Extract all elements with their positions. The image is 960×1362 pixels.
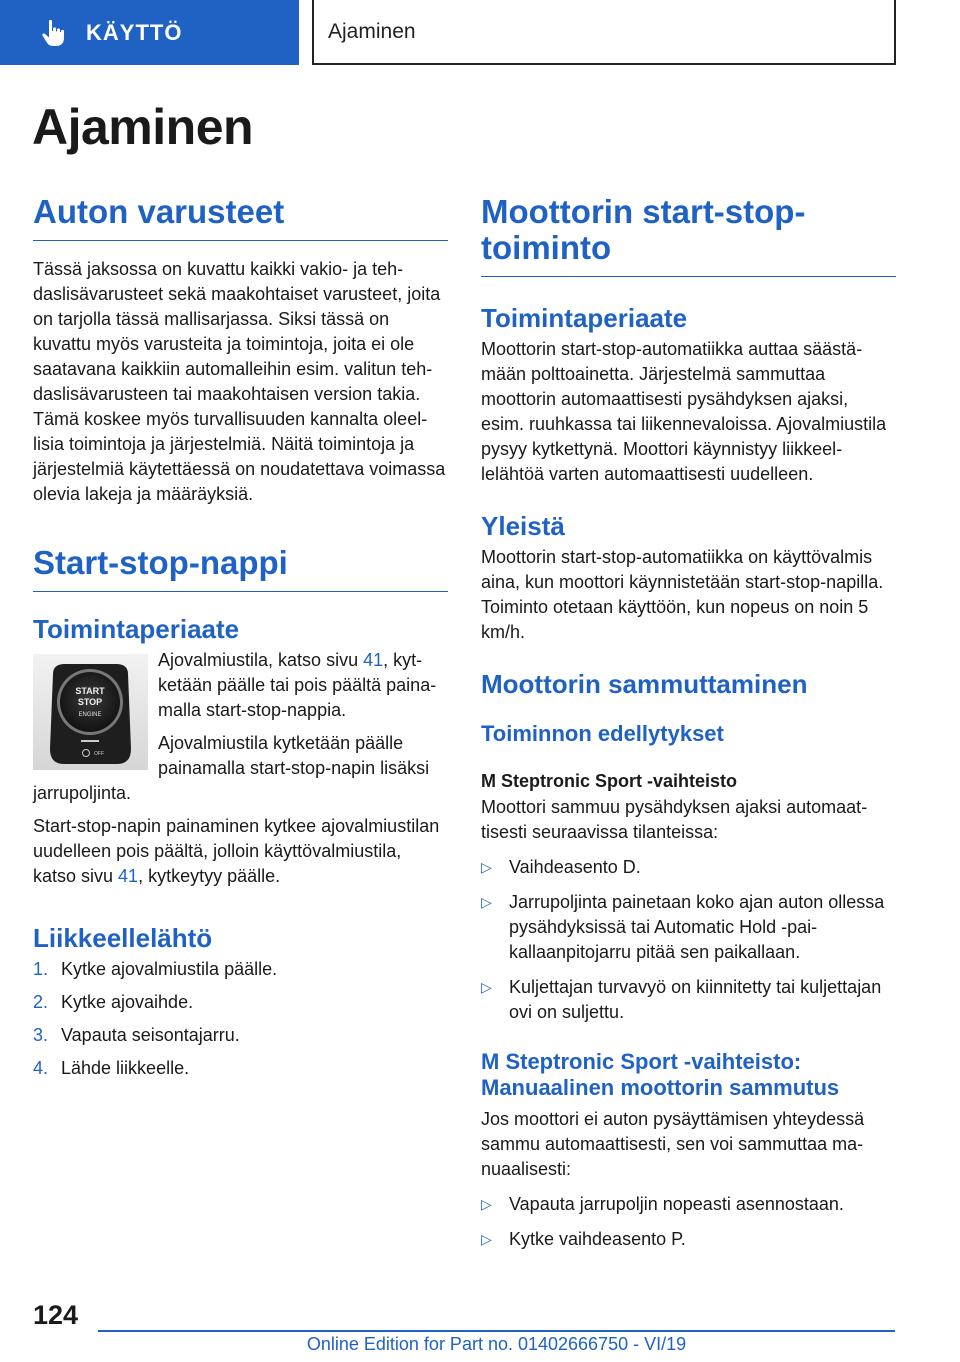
start-stop-button-image — [33, 654, 148, 770]
heading-shutoff: Moottorin sammuttaminen — [481, 669, 808, 699]
heading-start-driving: Liikkeellelähtö — [33, 923, 213, 953]
list-item: 3. Vapauta seisontajarru. — [33, 1025, 240, 1045]
paragraph-principle-1: Ajovalmiustila, katso sivu 41, kytketään päälle tai pois päältä painamalla start-stop-nappia. — [158, 650, 437, 720]
triangle-bullet-icon: ▷ — [481, 894, 492, 910]
start-steps-list — [33, 957, 448, 1081]
button-text-stop: STOP — [77, 697, 103, 707]
footer-edition[interactable]: Online Edition for Part no. 01402666750 - VI/19 — [306, 1334, 687, 1354]
heading-start-stop-button: Start-stop-nappi — [33, 545, 448, 592]
triangle-bullet-icon: ▷ — [481, 1231, 492, 1247]
paragraph-principle-right: Moottorin start-stop-automatiikka auttaa säästämään polttoainetta. Järjestelmä sammuttaa moottorin automaattisesti pysähdyksen ajaksi, esim. ruuhkassa tai liikennevaloissa. Ajovalmiustila pysyy kytkettynä. Moottori käynnistyy liikkeellelähtöä varten automaattisesti uudelleen. — [481, 339, 887, 484]
section-tab[interactable] — [0, 0, 299, 65]
paragraph-principle-2: Ajovalmiustila kytketään päälle painamalla start-stop-napin lisäksi jarrupoljinta. — [33, 733, 430, 803]
heading-steptronic: M Steptronic Sport -vaihteisto — [481, 771, 738, 791]
right-column — [481, 180, 896, 1252]
principle-block — [33, 648, 448, 889]
manual-list — [481, 1192, 896, 1252]
section-label: KÄYTTÖ — [86, 19, 183, 45]
page-number: 124 — [33, 1300, 79, 1330]
list-item: 1. Kytke ajovalmiustila päälle. — [33, 959, 278, 979]
list-item: ▷ Vapauta jarrupoljin nopeasti asennostaan. — [481, 1192, 896, 1217]
heading-principle-right: Toimintaperiaate — [481, 303, 688, 333]
footer-divider — [98, 1330, 895, 1332]
button-text-off: OFF — [94, 751, 104, 757]
heading-autostop: Moottorin start-stop-toiminto — [481, 194, 896, 277]
list-item: ▷ Jarrupoljinta painetaan koko ajan auton ollessa pysähdyksissä tai Automatic Hold -paikallaanpitojarru pitää sen paikallaan. — [481, 890, 896, 965]
list-item: 4. Lähde liikkeelle. — [33, 1058, 190, 1078]
heading-conditions: Toiminnon edellytykset — [481, 721, 724, 746]
paragraph-principle-3: Start-stop-napin painaminen kytkee ajovalmiustilan uudelleen pois päältä, jolloin käyttövalmiustila, katso sivu 41, kytkeytyy päälle. — [33, 816, 440, 886]
hand-pointer-icon — [38, 18, 68, 48]
start-stop-button-illustration — [33, 654, 148, 770]
paragraph-steptronic: Moottori sammuu pysähdyksen ajaksi automaattisesti seuraavissa tilanteissa: — [481, 797, 868, 842]
list-item: ▷ Kytke vaihdeasento P. — [481, 1227, 896, 1252]
page-link-41-a[interactable]: 41 — [363, 650, 384, 670]
topic-label: Ajaminen — [328, 19, 416, 43]
button-text-start: START — [75, 686, 105, 696]
triangle-bullet-icon: ▷ — [481, 979, 492, 995]
topic-tab[interactable] — [312, 0, 896, 65]
conditions-list — [481, 855, 896, 1025]
triangle-bullet-icon: ▷ — [481, 1196, 492, 1212]
list-item: 2. Kytke ajovaihde. — [33, 992, 194, 1012]
button-text-engine: ENGINE — [78, 712, 102, 718]
page-title: Ajaminen — [32, 99, 254, 155]
paragraph-general: Moottorin start-stop-automatiikka on käyttövalmis aina, kun moottori käynnistetään start-stop-napilla. Toiminto otetaan käyttöön, kun nopeus on noin 5 km/h. — [481, 547, 884, 642]
heading-equipment: Auton varusteet — [33, 194, 448, 241]
page-link-41-b[interactable]: 41 — [118, 866, 139, 886]
paragraph-equipment: Tässä jaksossa on kuvattu kaikki vakio- ja tehdaslisävarusteet sekä maakohtaiset varusteet, joita on tarjolla tässä mallisarjassa. Siksi tässä on kuvattu myös varusteita ja toimintoja, joita ei ole saatavana kaikkiin automalleihin esim. valitun tehdaslisävarusteen tai maakohtaisen version takia. Tämä koskee myös turvallisuuden kannalta oleellisia toimintoja ja järjestelmiä. Näitä toimintoja ja järjestelmiä käytettäessä on noudatettava voimassa olevia lakeja ja määräyksiä. — [33, 259, 446, 504]
heading-manual-shutoff: M Steptronic Sport -vaihteisto: Manuaalinen moottorin sammutus — [481, 1049, 840, 1100]
list-item: ▷ Kuljettajan turvavyö on kiinnitetty tai kuljettajan ovi on suljettu. — [481, 975, 896, 1025]
paragraph-manual: Jos moottori ei auton pysäyttämisen yhteydessä sammu automaattisesti, sen voi sammuttaa manuaalisesti: — [481, 1109, 865, 1179]
heading-general: Yleistä — [481, 511, 565, 541]
list-item: ▷ Vaihdeasento D. — [481, 855, 896, 880]
left-column — [33, 180, 448, 1081]
heading-principle-left: Toimintaperiaate — [33, 614, 240, 644]
triangle-bullet-icon: ▷ — [481, 859, 492, 875]
